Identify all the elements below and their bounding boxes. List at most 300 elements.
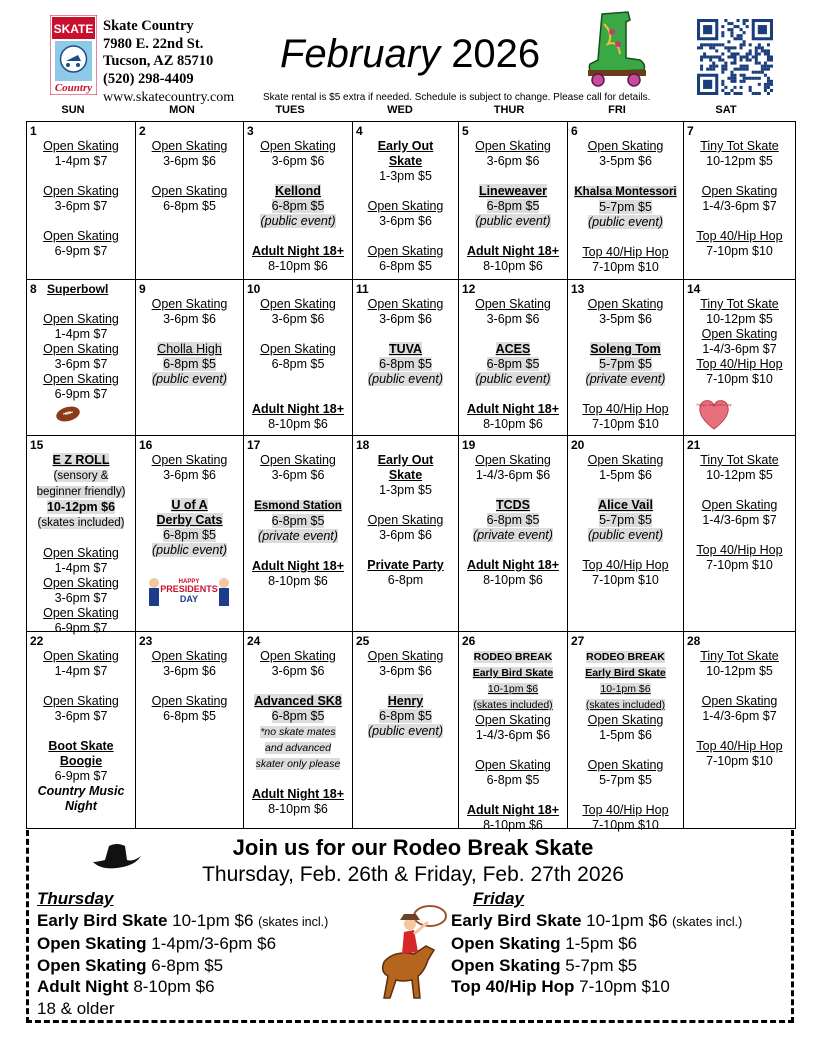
event-line-row (459, 713, 567, 728)
event-line-row (136, 513, 243, 528)
rodeo-item (451, 933, 742, 955)
event-line: Adult Night 18+ (466, 244, 560, 258)
event-line-row (459, 681, 567, 697)
event-line: 6-8pm $5 (379, 709, 432, 723)
rodeo-item-detail: 6-8pm $5 (146, 955, 224, 975)
day-events (459, 649, 567, 833)
day-number: 24 (247, 634, 261, 648)
event-line: 7-10pm $10 (706, 372, 773, 386)
event-line: Lineweaver (478, 184, 548, 198)
event-line-row (684, 498, 795, 513)
weekday-label: SUN (61, 104, 85, 116)
event-line-row (136, 154, 243, 169)
event-line-row (244, 802, 352, 817)
event-line-row (568, 728, 683, 743)
event-line-row (568, 453, 683, 468)
event-line-row (684, 342, 795, 357)
event-line: 1-4/3-6pm $7 (702, 513, 777, 527)
spacer (568, 169, 683, 184)
event-line-row (244, 740, 352, 756)
event-line-row (353, 214, 458, 229)
event-line: (private event) (473, 528, 553, 542)
event-line-row (353, 199, 458, 214)
event-line: Open Skating (151, 297, 228, 311)
event-line: 7-10pm $10 (706, 244, 773, 258)
event-line-row (459, 665, 567, 681)
event-line-row (459, 244, 567, 259)
spacer (27, 214, 135, 229)
event-line: Open Skating (475, 139, 551, 153)
event-line: Open Skating (367, 649, 444, 663)
event-line: TCDS (495, 498, 531, 512)
event-line: 10-12pm $5 (706, 312, 773, 326)
spacer (353, 327, 458, 342)
spacer (136, 169, 243, 184)
weekday-label: MON (169, 104, 195, 116)
spacer (244, 772, 352, 787)
day-number: 19 (462, 438, 476, 452)
event-line-row (136, 543, 243, 558)
event-line-row (684, 312, 795, 327)
event-line-row (136, 199, 243, 214)
rodeo-item (37, 910, 328, 934)
event-line-row (459, 728, 567, 743)
event-line-row (136, 694, 243, 709)
event-line-row (459, 184, 567, 199)
event-line: 8-10pm $6 (483, 417, 543, 431)
event-line-row (459, 312, 567, 327)
spacer (353, 679, 458, 694)
event-line: TUVA (388, 342, 423, 356)
event-line: Open Skating (43, 694, 119, 708)
event-line: Kellond (275, 184, 321, 198)
event-line-row (684, 229, 795, 244)
friday-column (451, 888, 742, 998)
spacer (27, 531, 135, 546)
day-cell (567, 121, 683, 279)
event-line: Top 40/Hip Hop (582, 558, 669, 572)
event-line: 1-3pm $5 (379, 483, 432, 497)
event-line: Open Skating (587, 713, 664, 727)
weekday-label: SAT (715, 104, 737, 116)
event-line-row (136, 498, 243, 513)
event-line: 3-6pm $7 (54, 199, 108, 213)
event-line-row (27, 357, 135, 372)
spacer (353, 498, 458, 513)
day-number: 1 (30, 124, 37, 138)
rodeo-item-detail: 10-1pm $6 (167, 910, 259, 930)
event-line: Open Skating (151, 694, 228, 708)
event-line-row (27, 372, 135, 387)
day-number: 3 (247, 124, 254, 138)
day-cell (683, 121, 796, 279)
day-events (353, 297, 458, 387)
event-line-row (244, 574, 352, 589)
event-line-row (459, 649, 567, 665)
event-line-row (27, 139, 135, 154)
event-line-row (27, 694, 135, 709)
event-line: 8-10pm $6 (268, 259, 328, 273)
event-line-row (244, 214, 352, 229)
event-line: 7-10pm $10 (706, 558, 773, 572)
event-line: 1-4/3-6pm $6 (475, 468, 551, 482)
event-line-row (353, 453, 458, 468)
spacer (244, 483, 352, 498)
event-line-row (568, 665, 683, 681)
event-line-row (136, 468, 243, 483)
event-line-row (136, 649, 243, 664)
weekday-label: THUR (493, 104, 525, 116)
event-line: 3-6pm $6 (379, 528, 432, 542)
event-line-row (459, 259, 567, 274)
event-line-row (684, 543, 795, 558)
spacer (459, 743, 567, 758)
event-line-row (459, 154, 567, 169)
day-number: 18 (356, 438, 370, 452)
spacer (568, 483, 683, 498)
day-number: 17 (247, 438, 261, 452)
event-line-row (568, 498, 683, 513)
event-line: ACES (495, 342, 531, 356)
event-line: RODEO BREAK (473, 651, 553, 663)
event-line-row (353, 694, 458, 709)
event-line: Open Skating (475, 453, 551, 467)
event-line: Open Skating (367, 199, 444, 213)
event-line: 6-8pm $5 (271, 514, 325, 528)
event-line: (public event) (151, 543, 228, 557)
event-line: Open Skating (367, 513, 444, 527)
football-icon (55, 405, 81, 423)
valentine-heart-icon (696, 397, 732, 431)
event-line: Open Skating (43, 546, 119, 560)
address-line-2: Tucson, AZ 85710 (103, 53, 214, 69)
rodeo-item-detail: 5-7pm $5 (560, 955, 638, 975)
event-line: Adult Night 18+ (466, 402, 560, 416)
day-cell (243, 279, 352, 435)
website-link[interactable]: www.skatecountry.com (103, 90, 235, 105)
event-line-row (459, 528, 567, 543)
day-cell (567, 435, 683, 631)
event-line: 10-1pm $6 (487, 683, 539, 695)
event-line: *no skate mates (260, 726, 336, 738)
event-line-row (459, 199, 567, 214)
spacer (136, 327, 243, 342)
presidents-day-text: PRESIDENTS (160, 584, 218, 594)
event-line-row (568, 573, 683, 588)
event-line: 3-6pm $7 (54, 357, 108, 371)
day-events (244, 453, 352, 589)
event-line: 10-12pm $5 (706, 664, 773, 678)
spacer (684, 528, 795, 543)
event-line: RODEO BREAK (586, 651, 665, 663)
event-line: Country Music (37, 784, 125, 798)
event-line: Open Skating (587, 758, 664, 772)
day-number: 14 (687, 282, 701, 296)
event-line-row (684, 327, 795, 342)
spacer (568, 788, 683, 803)
event-line-row (244, 724, 352, 740)
event-line: Adult Night 18+ (251, 244, 345, 258)
svg-text:Country: Country (54, 82, 93, 94)
event-line: (private event) (258, 529, 338, 543)
event-line-row (244, 357, 352, 372)
event-line-row (353, 372, 458, 387)
event-line-row (27, 591, 135, 606)
event-line: Open Skating (701, 694, 778, 708)
event-line: U of A (171, 498, 208, 512)
event-line: 6-8pm $5 (163, 709, 216, 723)
spacer (353, 229, 458, 244)
skate-country-logo (50, 15, 97, 95)
event-line-row (244, 244, 352, 259)
spacer (684, 169, 795, 184)
event-line: Advanced SK8 (254, 694, 342, 708)
event-line: Top 40/Hip Hop (696, 543, 783, 557)
event-line-row (353, 169, 458, 184)
event-line: Open Skating (260, 342, 336, 356)
event-line-row (684, 649, 795, 664)
event-line-row (353, 664, 458, 679)
day-number: 20 (571, 438, 585, 452)
event-line: 7-10pm $10 (706, 754, 773, 768)
event-line: 6-8pm $5 (163, 528, 216, 542)
day-events (684, 453, 795, 573)
rodeo-item-detail: 8-10pm $6 (128, 977, 215, 996)
event-line: 3-6pm $7 (54, 591, 108, 605)
event-line-row (353, 312, 458, 327)
event-line: Night (65, 799, 97, 813)
event-line: 1-4/3-6pm $7 (702, 342, 777, 356)
day-events (459, 297, 567, 432)
event-line-row (136, 139, 243, 154)
event-line-row (244, 184, 352, 199)
event-line-row (27, 576, 135, 591)
event-line-row (568, 139, 683, 154)
day-events (684, 297, 795, 387)
event-line: Open Skating (43, 649, 119, 663)
spacer (353, 543, 458, 558)
event-line-row (568, 312, 683, 327)
event-line-row (27, 453, 135, 468)
event-line-row (27, 199, 135, 214)
event-line-row (244, 709, 352, 724)
event-line: Early Out (377, 453, 434, 467)
spacer (27, 724, 135, 739)
rodeo-item-name: Top 40/Hip Hop (451, 977, 575, 996)
event-line-row (568, 803, 683, 818)
event-line: 7-10pm $10 (592, 573, 659, 587)
event-line-row (353, 724, 458, 739)
day-cell (458, 435, 567, 631)
event-line-row (27, 739, 135, 754)
event-line-row (353, 244, 458, 259)
weekday-label: WED (387, 104, 413, 116)
rodeo-item (451, 976, 742, 998)
day-cell (683, 435, 796, 631)
event-line-row (353, 483, 458, 498)
event-line: Open Skating (260, 297, 336, 311)
event-line-row (27, 184, 135, 199)
event-line: 8-10pm $6 (268, 574, 328, 588)
event-line-row (136, 372, 243, 387)
day-events (353, 453, 458, 588)
event-line: 6-9pm $7 (54, 244, 108, 258)
event-line: Open Skating (587, 139, 664, 153)
event-line: 3-6pm $6 (271, 154, 325, 168)
event-line-row (244, 139, 352, 154)
event-line: Open Skating (367, 297, 444, 311)
event-line-row (27, 342, 135, 357)
event-line: 3-6pm $6 (379, 214, 432, 228)
event-line-row (244, 312, 352, 327)
event-line: 6-8pm $5 (486, 199, 540, 213)
day-number: 28 (687, 634, 701, 648)
event-line-row (244, 694, 352, 709)
event-line-row (684, 184, 795, 199)
event-line: Tiny Tot Skate (700, 649, 779, 663)
event-line: Boogie (59, 754, 103, 768)
event-line: Open Skating (43, 342, 119, 356)
rodeo-item-detail: 1-5pm $6 (560, 934, 638, 953)
event-line-row (27, 500, 135, 515)
thursday-footer: 18 & older (37, 998, 115, 1018)
event-line: 8-10pm $6 (268, 417, 328, 431)
event-line-row (244, 154, 352, 169)
rodeo-item-name: Open Skating (37, 934, 147, 953)
event-line-row (244, 514, 352, 529)
event-line-row (684, 694, 795, 709)
event-line-row (27, 244, 135, 259)
rodeo-item (37, 933, 328, 955)
event-line-row (353, 139, 458, 154)
day-cell (352, 631, 458, 828)
rodeo-item-name: Open Skating (451, 934, 561, 953)
event-line: 3-6pm $6 (163, 664, 216, 678)
event-line: 10-12pm $5 (706, 154, 773, 168)
event-line: skater only please (255, 758, 341, 770)
event-line-row (568, 357, 683, 372)
event-line-row (684, 754, 795, 769)
week-row (26, 121, 796, 280)
event-line-row (459, 297, 567, 312)
presidents-day-icon (146, 573, 232, 613)
event-line-row (684, 139, 795, 154)
event-line: Soleng Tom (590, 342, 661, 356)
event-line: 6-8pm $5 (271, 709, 325, 723)
day-number: 12 (462, 282, 476, 296)
qr-code[interactable] (697, 19, 773, 95)
event-line: 1-5pm $6 (599, 728, 652, 742)
event-line-row (459, 453, 567, 468)
event-line-row (244, 787, 352, 802)
rodeo-item (37, 976, 328, 998)
rodeo-item (451, 955, 742, 977)
event-line-row (136, 297, 243, 312)
day-events (568, 649, 683, 833)
day-number: 13 (571, 282, 585, 296)
day-events (136, 453, 243, 558)
event-line: Boot Skate (48, 739, 114, 753)
event-line-row (353, 649, 458, 664)
event-line: 10-1pm $6 (600, 683, 651, 695)
rental-note: Skate rental is $5 extra if needed. Schedule is subject to change. Please call for details. (263, 92, 651, 103)
event-line-row (568, 215, 683, 230)
event-line: Open Skating (587, 453, 664, 467)
event-line: Open Skating (260, 649, 336, 663)
heart-text: Happy Valentine's Day (696, 403, 732, 407)
rodeo-subtitle: Thursday, Feb. 26th & Friday, Feb. 27th 2026 (202, 863, 624, 886)
business-address (103, 18, 213, 88)
spacer (244, 372, 352, 387)
event-line: 5-7pm $5 (599, 513, 652, 527)
day-events (353, 139, 458, 274)
event-line: 3-6pm $6 (163, 154, 216, 168)
event-line-row (568, 260, 683, 275)
event-line-row (136, 357, 243, 372)
event-line-row (353, 528, 458, 543)
rodeo-item-note: (skates incl.) (258, 914, 329, 929)
event-line: 10-12pm $6 (46, 500, 116, 514)
event-line-row (459, 342, 567, 357)
event-line-row (459, 468, 567, 483)
event-line: (skates included) (473, 699, 553, 711)
day-events (568, 453, 683, 588)
event-line: (public event) (587, 215, 664, 229)
event-line: Top 40/Hip Hop (582, 803, 669, 817)
event-line: (public event) (151, 372, 228, 386)
event-line: 7-10pm $10 (592, 818, 659, 832)
event-line-row (568, 513, 683, 528)
event-line-row (244, 453, 352, 468)
svg-text:SKATE: SKATE (53, 22, 94, 36)
day-cell (352, 121, 458, 279)
event-line: 3-6pm $6 (379, 312, 432, 326)
event-line: Top 40/Hip Hop (582, 245, 669, 259)
event-line: Open Skating (43, 576, 119, 590)
event-line: Open Skating (701, 498, 778, 512)
event-line-row (244, 498, 352, 514)
day-cell (26, 121, 135, 279)
event-line: 1-4/3-6pm $7 (702, 709, 777, 723)
spacer (136, 679, 243, 694)
event-line-row (244, 342, 352, 357)
event-line-row (27, 546, 135, 561)
event-line: Adult Night 18+ (466, 803, 560, 817)
day-cell (683, 631, 796, 828)
event-line-row (459, 697, 567, 713)
day-number: 16 (139, 438, 153, 452)
event-line-row (568, 402, 683, 417)
day-events (568, 139, 683, 275)
event-line-row (27, 606, 135, 621)
event-line: Early Bird Skate (472, 667, 554, 679)
day-cell (567, 631, 683, 832)
event-line: Early Bird Skate (585, 667, 666, 679)
spacer (353, 184, 458, 199)
event-line: Open Skating (701, 327, 778, 341)
spacer (568, 327, 683, 342)
event-line-row (459, 513, 567, 528)
day-number: 26 (462, 634, 476, 648)
day-cell (243, 435, 352, 631)
event-line-row (27, 484, 135, 500)
spacer (27, 297, 135, 312)
day-cell (352, 435, 458, 631)
event-line-row (568, 468, 683, 483)
event-line-row (353, 154, 458, 169)
event-line-row (353, 573, 458, 588)
event-line: 3-6pm $6 (271, 664, 325, 678)
